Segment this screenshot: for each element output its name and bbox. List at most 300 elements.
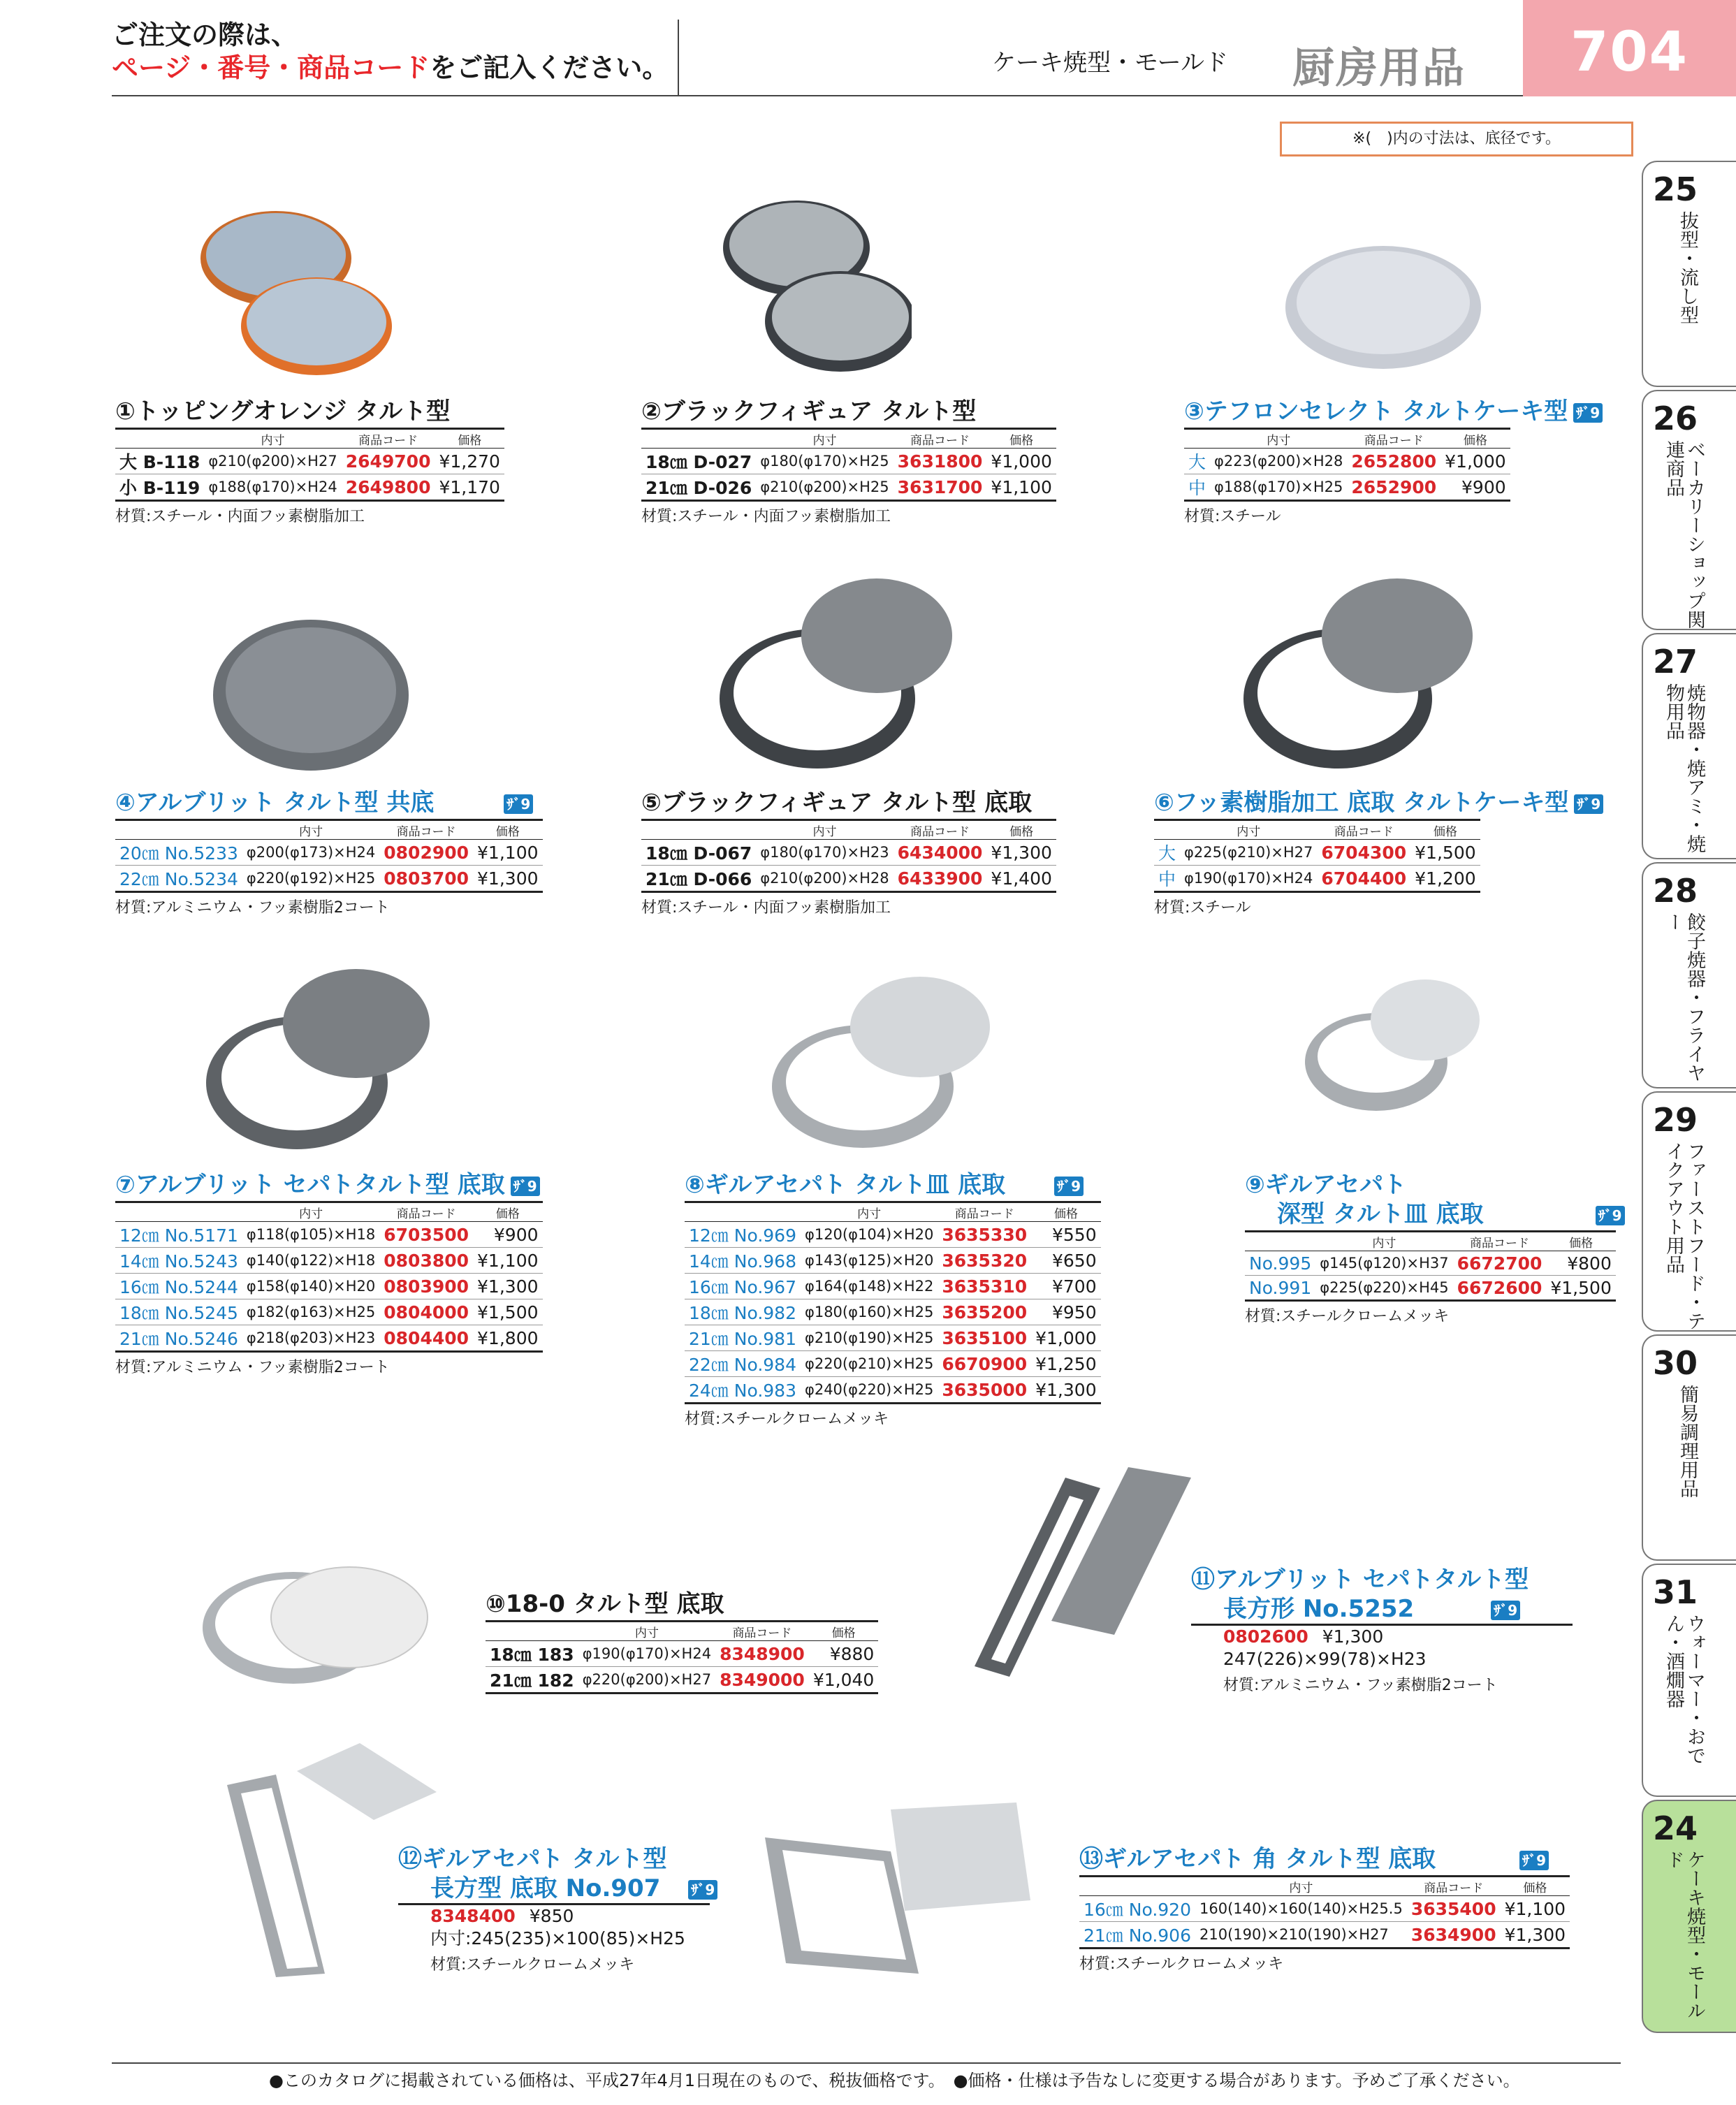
product-number: ⑤ — [641, 789, 662, 817]
row-id: 24㎝ No.983 — [685, 1377, 801, 1404]
col-code: 商品コード — [1317, 820, 1410, 840]
table-row — [115, 1325, 543, 1352]
product-image-1 — [192, 206, 395, 388]
row-price: ¥1,000 — [1440, 449, 1510, 474]
col-price: 価格 — [1501, 1877, 1570, 1896]
spec-table — [1079, 1875, 1570, 1949]
row-code: 6670900 — [938, 1351, 1031, 1377]
material: 材質:スチール・内面フッ素樹脂加工 — [115, 508, 365, 525]
tab-number: 31 — [1653, 1573, 1698, 1611]
col-code: 商品コード — [379, 820, 473, 840]
header-divider — [112, 95, 1523, 96]
table-row — [685, 1351, 1101, 1377]
product-title: アルブリット タルト型 共底 — [135, 789, 435, 817]
row-size: φ180(φ160)×H25 — [801, 1299, 938, 1325]
tab-section-28[interactable] — [1642, 862, 1736, 1088]
row-size: φ188(φ170)×H25 — [1210, 474, 1347, 501]
row-code: 3634900 — [1407, 1922, 1501, 1949]
product-10 — [486, 1589, 878, 1694]
order-note-line1: ご注文の際は、 — [112, 20, 298, 50]
product-number: ⑬ — [1079, 1845, 1103, 1873]
material: 材質:スチールクロームメッキ — [430, 1956, 635, 1974]
product-code: 0802600 — [1223, 1626, 1308, 1647]
tab-number: 25 — [1653, 170, 1698, 208]
row-code: 0802900 — [379, 840, 473, 866]
product-title: ブラックフィギュア タルト型 底取 — [661, 789, 1033, 817]
product-title: ギルアセパト — [1264, 1171, 1407, 1199]
product-title: 18-0 タルト型 底取 — [505, 1590, 724, 1618]
row-id: No.991 — [1245, 1276, 1315, 1301]
table-row — [685, 1248, 1101, 1274]
sa-badge: ｻﾞ9 — [1574, 794, 1603, 814]
product-number: ⑩ — [486, 1590, 506, 1618]
row-price: ¥700 — [1031, 1274, 1100, 1299]
product-number: ⑫ — [398, 1845, 422, 1873]
table-row — [486, 1641, 878, 1667]
row-id: 18㎝ D-067 — [641, 840, 756, 866]
order-note — [112, 20, 679, 95]
table-row — [641, 449, 1056, 474]
row-code: 3635320 — [938, 1248, 1031, 1274]
row-price: ¥1,000 — [986, 449, 1056, 474]
row-size: φ210(φ200)×H28 — [756, 866, 893, 892]
product-image-6 — [1240, 573, 1478, 775]
product-title: アルブリット セパトタルト型 — [1215, 1566, 1529, 1594]
col-code: 商品コード — [893, 429, 987, 449]
row-size: φ164(φ148)×H22 — [801, 1274, 938, 1299]
material: 材質:スチール — [1184, 508, 1281, 525]
row-code: 3635330 — [938, 1222, 1031, 1248]
row-id: 16㎝ No.920 — [1079, 1896, 1195, 1922]
row-code: 3631700 — [893, 474, 987, 501]
row-price: ¥550 — [1031, 1222, 1100, 1248]
row-id: 18㎝ 183 — [486, 1641, 578, 1667]
product-code: 8348400 — [430, 1906, 516, 1926]
row-size: φ180(φ170)×H25 — [756, 449, 893, 474]
row-price: ¥1,300 — [1501, 1922, 1570, 1949]
spec-table — [1154, 819, 1480, 893]
row-price: ¥650 — [1031, 1248, 1100, 1274]
spec-table — [641, 428, 1056, 502]
row-id: 22㎝ No.984 — [685, 1351, 801, 1377]
product-image-10 — [199, 1551, 437, 1691]
row-code: 6434000 — [893, 840, 987, 866]
row-id: 大 — [1184, 449, 1210, 474]
material: 材質:スチールクロームメッキ — [1079, 1955, 1284, 1973]
product-title: ギルアセパト 角 タルト型 底取 — [1103, 1845, 1436, 1873]
tab-number: 27 — [1653, 643, 1698, 680]
tab-number: 24 — [1653, 1809, 1698, 1847]
col-size: 内寸 — [756, 429, 893, 449]
order-note-tail: をご記入ください。 — [430, 52, 669, 83]
product-5 — [641, 788, 1056, 917]
row-code: 6433900 — [893, 866, 987, 892]
table-row — [1245, 1251, 1616, 1276]
table-row — [1184, 449, 1510, 474]
table-row — [115, 449, 504, 474]
product-number: ⑨ — [1245, 1171, 1265, 1199]
row-size: φ240(φ220)×H25 — [801, 1377, 938, 1404]
row-size: φ143(φ125)×H20 — [801, 1248, 938, 1274]
tab-section-25[interactable] — [1642, 161, 1736, 387]
table-row — [1184, 474, 1510, 501]
row-size: φ220(φ210)×H25 — [801, 1351, 938, 1377]
table-row — [685, 1325, 1101, 1351]
row-id: 21㎝ No.5246 — [115, 1325, 242, 1352]
row-id: 12㎝ No.969 — [685, 1222, 801, 1248]
row-code: 6704300 — [1317, 840, 1410, 866]
spec-table — [685, 1201, 1101, 1404]
row-id: 小 B-119 — [115, 474, 204, 501]
product-1 — [115, 397, 504, 526]
tab-section-30[interactable] — [1642, 1334, 1736, 1561]
row-id: 22㎝ No.5234 — [115, 866, 242, 892]
row-code: 0803800 — [379, 1248, 473, 1274]
row-id: 中 — [1184, 474, 1210, 501]
row-code: 0804000 — [379, 1299, 473, 1325]
row-size: φ225(φ220)×H45 — [1315, 1276, 1452, 1301]
col-price: 価格 — [435, 429, 504, 449]
material: 材質:アルミニウム・フッ素樹脂2コート — [115, 1359, 390, 1376]
row-id: 20㎝ No.5233 — [115, 840, 242, 866]
product-9 — [1245, 1170, 1625, 1326]
row-price: ¥1,300 — [986, 840, 1056, 866]
spec-table — [641, 819, 1056, 893]
row-price: ¥1,270 — [435, 449, 504, 474]
row-code: 3635400 — [1407, 1896, 1501, 1922]
row-code: 3631800 — [893, 449, 987, 474]
material: 材質:スチール・内面フッ素樹脂加工 — [641, 508, 891, 525]
material: 材質:スチール・内面フッ素樹脂加工 — [641, 899, 891, 917]
table-row — [115, 840, 543, 866]
row-code: 8348900 — [715, 1641, 809, 1667]
product-number: ⑦ — [115, 1171, 136, 1199]
col-price: 価格 — [1440, 429, 1510, 449]
product-3 — [1184, 397, 1603, 526]
row-price: ¥880 — [809, 1641, 878, 1667]
product-title: ギルアセパト タルト皿 底取 — [704, 1171, 1006, 1199]
section-title: 厨房用品 — [1292, 44, 1466, 93]
col-size: 内寸 — [1180, 820, 1317, 840]
material: 材質:スチール — [1154, 899, 1251, 917]
col-size: 内寸 — [242, 1202, 379, 1222]
table-row — [115, 1248, 543, 1274]
row-size: φ118(φ105)×H18 — [242, 1222, 379, 1248]
row-price: ¥1,300 — [473, 1274, 542, 1299]
row-code: 6703500 — [379, 1222, 473, 1248]
tab-number: 26 — [1653, 400, 1698, 437]
row-price: ¥1,500 — [1410, 840, 1480, 866]
row-size: φ210(φ190)×H25 — [801, 1325, 938, 1351]
tab-label: ウォーマー・おでん・酒燗器 — [1663, 1614, 1705, 1765]
table-row — [115, 1299, 543, 1325]
sa-badge: ｻﾞ9 — [1054, 1177, 1084, 1196]
row-price: ¥900 — [473, 1222, 542, 1248]
tab-section-24-active[interactable] — [1642, 1800, 1736, 2033]
product-image-2 — [716, 196, 912, 391]
product-4 — [115, 788, 543, 917]
row-size: φ145(φ120)×H37 — [1315, 1251, 1452, 1276]
tab-number: 28 — [1653, 872, 1698, 910]
row-id: 18㎝ No.982 — [685, 1299, 801, 1325]
product-image-13 — [744, 1789, 1041, 1977]
product-title: アルブリット セパトタルト型 底取 — [135, 1171, 505, 1199]
product-12 — [398, 1844, 715, 1974]
product-image-11 — [968, 1464, 1198, 1680]
col-size: 内寸 — [801, 1202, 938, 1222]
product-title: テフロンセレクト タルトケーキ型 — [1204, 398, 1568, 425]
product-2 — [641, 397, 1056, 526]
spec-table — [1245, 1230, 1616, 1302]
spec-table — [486, 1620, 878, 1694]
table-row — [685, 1274, 1101, 1299]
col-price: 価格 — [473, 820, 542, 840]
tab-number: 30 — [1653, 1344, 1698, 1382]
spec-table — [115, 1201, 543, 1353]
row-size: φ182(φ163)×H25 — [242, 1299, 379, 1325]
row-size: φ140(φ122)×H18 — [242, 1248, 379, 1274]
row-code: 6672700 — [1453, 1251, 1547, 1276]
footer-divider — [112, 2062, 1621, 2064]
row-id: 中 — [1154, 866, 1180, 892]
product-title: ブラックフィギュア タルト型 — [661, 398, 977, 425]
product-title-line2: 長方型 底取 No.907 — [430, 1874, 661, 1902]
col-code: 商品コード — [715, 1622, 809, 1641]
sa-badge: ｻﾞ9 — [688, 1880, 717, 1900]
row-id: 21㎝ D-026 — [641, 474, 756, 501]
col-price: 価格 — [1031, 1202, 1100, 1222]
row-size: φ180(φ170)×H23 — [756, 840, 893, 866]
row-id: 16㎝ No.967 — [685, 1274, 801, 1299]
row-id: 16㎝ No.5244 — [115, 1274, 242, 1299]
tab-label: 抜型・流し型 — [1677, 211, 1698, 324]
row-price: ¥1,100 — [1501, 1896, 1570, 1922]
product-price: ¥850 — [529, 1906, 574, 1926]
product-image-9 — [1299, 971, 1488, 1132]
row-size: φ158(φ140)×H20 — [242, 1274, 379, 1299]
table-row — [685, 1299, 1101, 1325]
row-code: 0804400 — [379, 1325, 473, 1352]
table-row — [486, 1667, 878, 1694]
row-id: 21㎝ No.981 — [685, 1325, 801, 1351]
table-row — [1079, 1922, 1570, 1949]
row-price: ¥1,100 — [473, 1248, 542, 1274]
product-image-3 — [1282, 241, 1485, 374]
col-code: 商品コード — [1347, 429, 1440, 449]
col-size: 内寸 — [578, 1622, 715, 1641]
row-price: ¥1,200 — [1410, 866, 1480, 892]
product-title: トッピングオレンジ タルト型 — [135, 398, 451, 425]
category-title: ケーキ焼型・モールド — [992, 49, 1228, 77]
table-row — [1079, 1896, 1570, 1922]
row-code: 8349000 — [715, 1667, 809, 1694]
row-size: φ210(φ200)×H27 — [204, 449, 341, 474]
tab-section-31[interactable] — [1642, 1564, 1736, 1797]
product-price: ¥1,300 — [1322, 1626, 1384, 1647]
row-id: 21㎝ D-066 — [641, 866, 756, 892]
col-price: 価格 — [1410, 820, 1480, 840]
product-title-line2: 深型 タルト皿 底取 — [1277, 1200, 1484, 1228]
col-size: 内寸 — [1195, 1877, 1407, 1896]
tab-label: ベーカリーショップ関連商品 — [1663, 440, 1705, 629]
material: 材質:スチールクロームメッキ — [685, 1411, 889, 1428]
row-price: ¥1,300 — [473, 866, 542, 892]
row-size: φ225(φ210)×H27 — [1180, 840, 1317, 866]
product-13 — [1079, 1844, 1570, 1974]
product-6 — [1154, 788, 1603, 917]
product-image-5 — [716, 573, 954, 775]
row-code: 3635310 — [938, 1274, 1031, 1299]
col-code: 商品コード — [1407, 1877, 1501, 1896]
col-size: 内寸 — [756, 820, 893, 840]
product-number: ⑪ — [1191, 1566, 1215, 1594]
sa-badge: ｻﾞ9 — [1596, 1206, 1625, 1225]
product-image-8 — [765, 971, 995, 1153]
product-number: ① — [115, 398, 136, 425]
col-price: 価格 — [809, 1622, 878, 1641]
row-size: φ210(φ200)×H25 — [756, 474, 893, 501]
dimension-note: ※( )内の寸法は、底径です。 — [1280, 122, 1633, 156]
col-code: 商品コード — [379, 1202, 473, 1222]
row-code: 2652900 — [1347, 474, 1440, 501]
row-price: ¥1,400 — [986, 866, 1056, 892]
table-row — [685, 1222, 1101, 1248]
row-id: 18㎝ No.5245 — [115, 1299, 242, 1325]
tab-section-27[interactable] — [1642, 633, 1736, 859]
product-number: ⑥ — [1154, 789, 1174, 817]
tab-section-29[interactable] — [1642, 1091, 1736, 1332]
col-size: 内寸 — [242, 820, 379, 840]
row-price: ¥1,000 — [1031, 1325, 1100, 1351]
sa-badge: ｻﾞ9 — [504, 794, 533, 814]
table-row — [115, 1222, 543, 1248]
material: 材質:スチールクロームメッキ — [1245, 1308, 1450, 1325]
footer-note: ●このカタログに掲載されている価格は、平成27年4月1日現在のもので、税抜価格です。 ●価格・仕様は予告なしに変更する場合があります。予めご了承ください。 — [269, 2071, 1520, 2090]
spec-table — [1184, 428, 1510, 502]
product-title: フッ素樹脂加工 底取 タルトケーキ型 — [1174, 789, 1569, 817]
col-size: 内寸 — [204, 429, 341, 449]
product-11 — [1191, 1565, 1573, 1695]
sa-badge: ｻﾞ9 — [1573, 403, 1603, 423]
row-id: No.995 — [1245, 1251, 1315, 1276]
col-code: 商品コード — [1453, 1232, 1547, 1251]
col-price: 価格 — [473, 1202, 542, 1222]
product-image-4 — [210, 615, 412, 775]
row-size: φ120(φ104)×H20 — [801, 1222, 938, 1248]
product-number: ③ — [1184, 398, 1204, 425]
table-row — [115, 1274, 543, 1299]
row-price: ¥1,040 — [809, 1667, 878, 1694]
product-title-line2: 長方形 No.5252 — [1223, 1595, 1415, 1623]
row-price: ¥950 — [1031, 1299, 1100, 1325]
col-price: 価格 — [986, 429, 1056, 449]
table-row — [641, 866, 1056, 892]
col-code: 商品コード — [938, 1202, 1031, 1222]
row-size: φ220(φ200)×H27 — [578, 1667, 715, 1694]
material: 材質:アルミニウム・フッ素樹脂2コート — [1223, 1677, 1498, 1694]
col-price: 価格 — [986, 820, 1056, 840]
row-code: 3635100 — [938, 1325, 1031, 1351]
row-code: 0803700 — [379, 866, 473, 892]
row-code: 0803900 — [379, 1274, 473, 1299]
row-code: 2649700 — [342, 449, 435, 474]
row-code: 2652800 — [1347, 449, 1440, 474]
table-row — [641, 474, 1056, 501]
table-row — [1245, 1276, 1616, 1301]
row-price: ¥1,100 — [986, 474, 1056, 501]
sa-badge: ｻﾞ9 — [1491, 1601, 1520, 1620]
row-code: 3635000 — [938, 1377, 1031, 1404]
product-number: ④ — [115, 789, 136, 817]
row-id: 18㎝ D-027 — [641, 449, 756, 474]
col-size: 内寸 — [1315, 1232, 1452, 1251]
row-code: 3635200 — [938, 1299, 1031, 1325]
product-8 — [685, 1170, 1101, 1429]
table-row — [115, 866, 543, 892]
product-7 — [115, 1170, 543, 1377]
tab-number: 29 — [1653, 1101, 1698, 1139]
row-size: φ223(φ200)×H28 — [1210, 449, 1347, 474]
row-size: 210(190)×210(190)×H27 — [1195, 1922, 1407, 1949]
row-code: 6704400 — [1317, 866, 1410, 892]
spec-table — [115, 819, 543, 893]
row-size: φ190(φ170)×H24 — [578, 1641, 715, 1667]
tab-label: 焼物器・焼アミ・焼物用品 — [1663, 683, 1705, 853]
row-size: φ190(φ170)×H24 — [1180, 866, 1317, 892]
tab-section-26[interactable] — [1642, 390, 1736, 630]
row-id: 14㎝ No.968 — [685, 1248, 801, 1274]
row-code: 6672600 — [1453, 1276, 1547, 1301]
row-id: 大 B-118 — [115, 449, 204, 474]
col-code: 商品コード — [893, 820, 987, 840]
sa-badge: ｻﾞ9 — [1519, 1851, 1549, 1870]
product-title: ギルアセパト タルト型 — [422, 1845, 667, 1873]
row-price: ¥800 — [1546, 1251, 1615, 1276]
order-note-highlight: ページ・番号・商品コード — [112, 52, 430, 83]
spec-table — [115, 428, 504, 502]
table-row — [1154, 840, 1480, 866]
row-price: ¥900 — [1440, 474, 1510, 501]
row-id: 14㎝ No.5243 — [115, 1248, 242, 1274]
row-price: ¥1,300 — [1031, 1377, 1100, 1404]
table-row — [1154, 866, 1480, 892]
row-size: 160(140)×160(140)×H25.5 — [1195, 1896, 1407, 1922]
row-size: φ220(φ192)×H25 — [242, 866, 379, 892]
row-price: ¥1,250 — [1031, 1351, 1100, 1377]
row-price: ¥1,800 — [473, 1325, 542, 1352]
product-number: ② — [641, 398, 662, 425]
material: 材質:アルミニウム・フッ素樹脂2コート — [115, 899, 390, 917]
row-price: ¥1,170 — [435, 474, 504, 501]
col-code: 商品コード — [342, 429, 435, 449]
row-id: 21㎝ 182 — [486, 1667, 578, 1694]
row-id: 大 — [1154, 840, 1180, 866]
row-id: 12㎝ No.5171 — [115, 1222, 242, 1248]
table-row — [685, 1377, 1101, 1404]
product-number: ⑧ — [685, 1171, 705, 1199]
tab-label: ケーキ焼型・モールド — [1663, 1850, 1705, 2020]
col-price: 価格 — [1546, 1232, 1615, 1251]
table-row — [641, 840, 1056, 866]
tab-label: 簡易調理用品 — [1677, 1385, 1698, 1498]
row-code: 2649800 — [342, 474, 435, 501]
table-row — [115, 474, 504, 501]
product-image-7 — [203, 964, 433, 1153]
product-dims: 247(226)×99(78)×H23 — [1223, 1649, 1427, 1669]
sa-badge: ｻﾞ9 — [511, 1177, 540, 1196]
row-id: 21㎝ No.906 — [1079, 1922, 1195, 1949]
row-price: ¥1,500 — [473, 1299, 542, 1325]
